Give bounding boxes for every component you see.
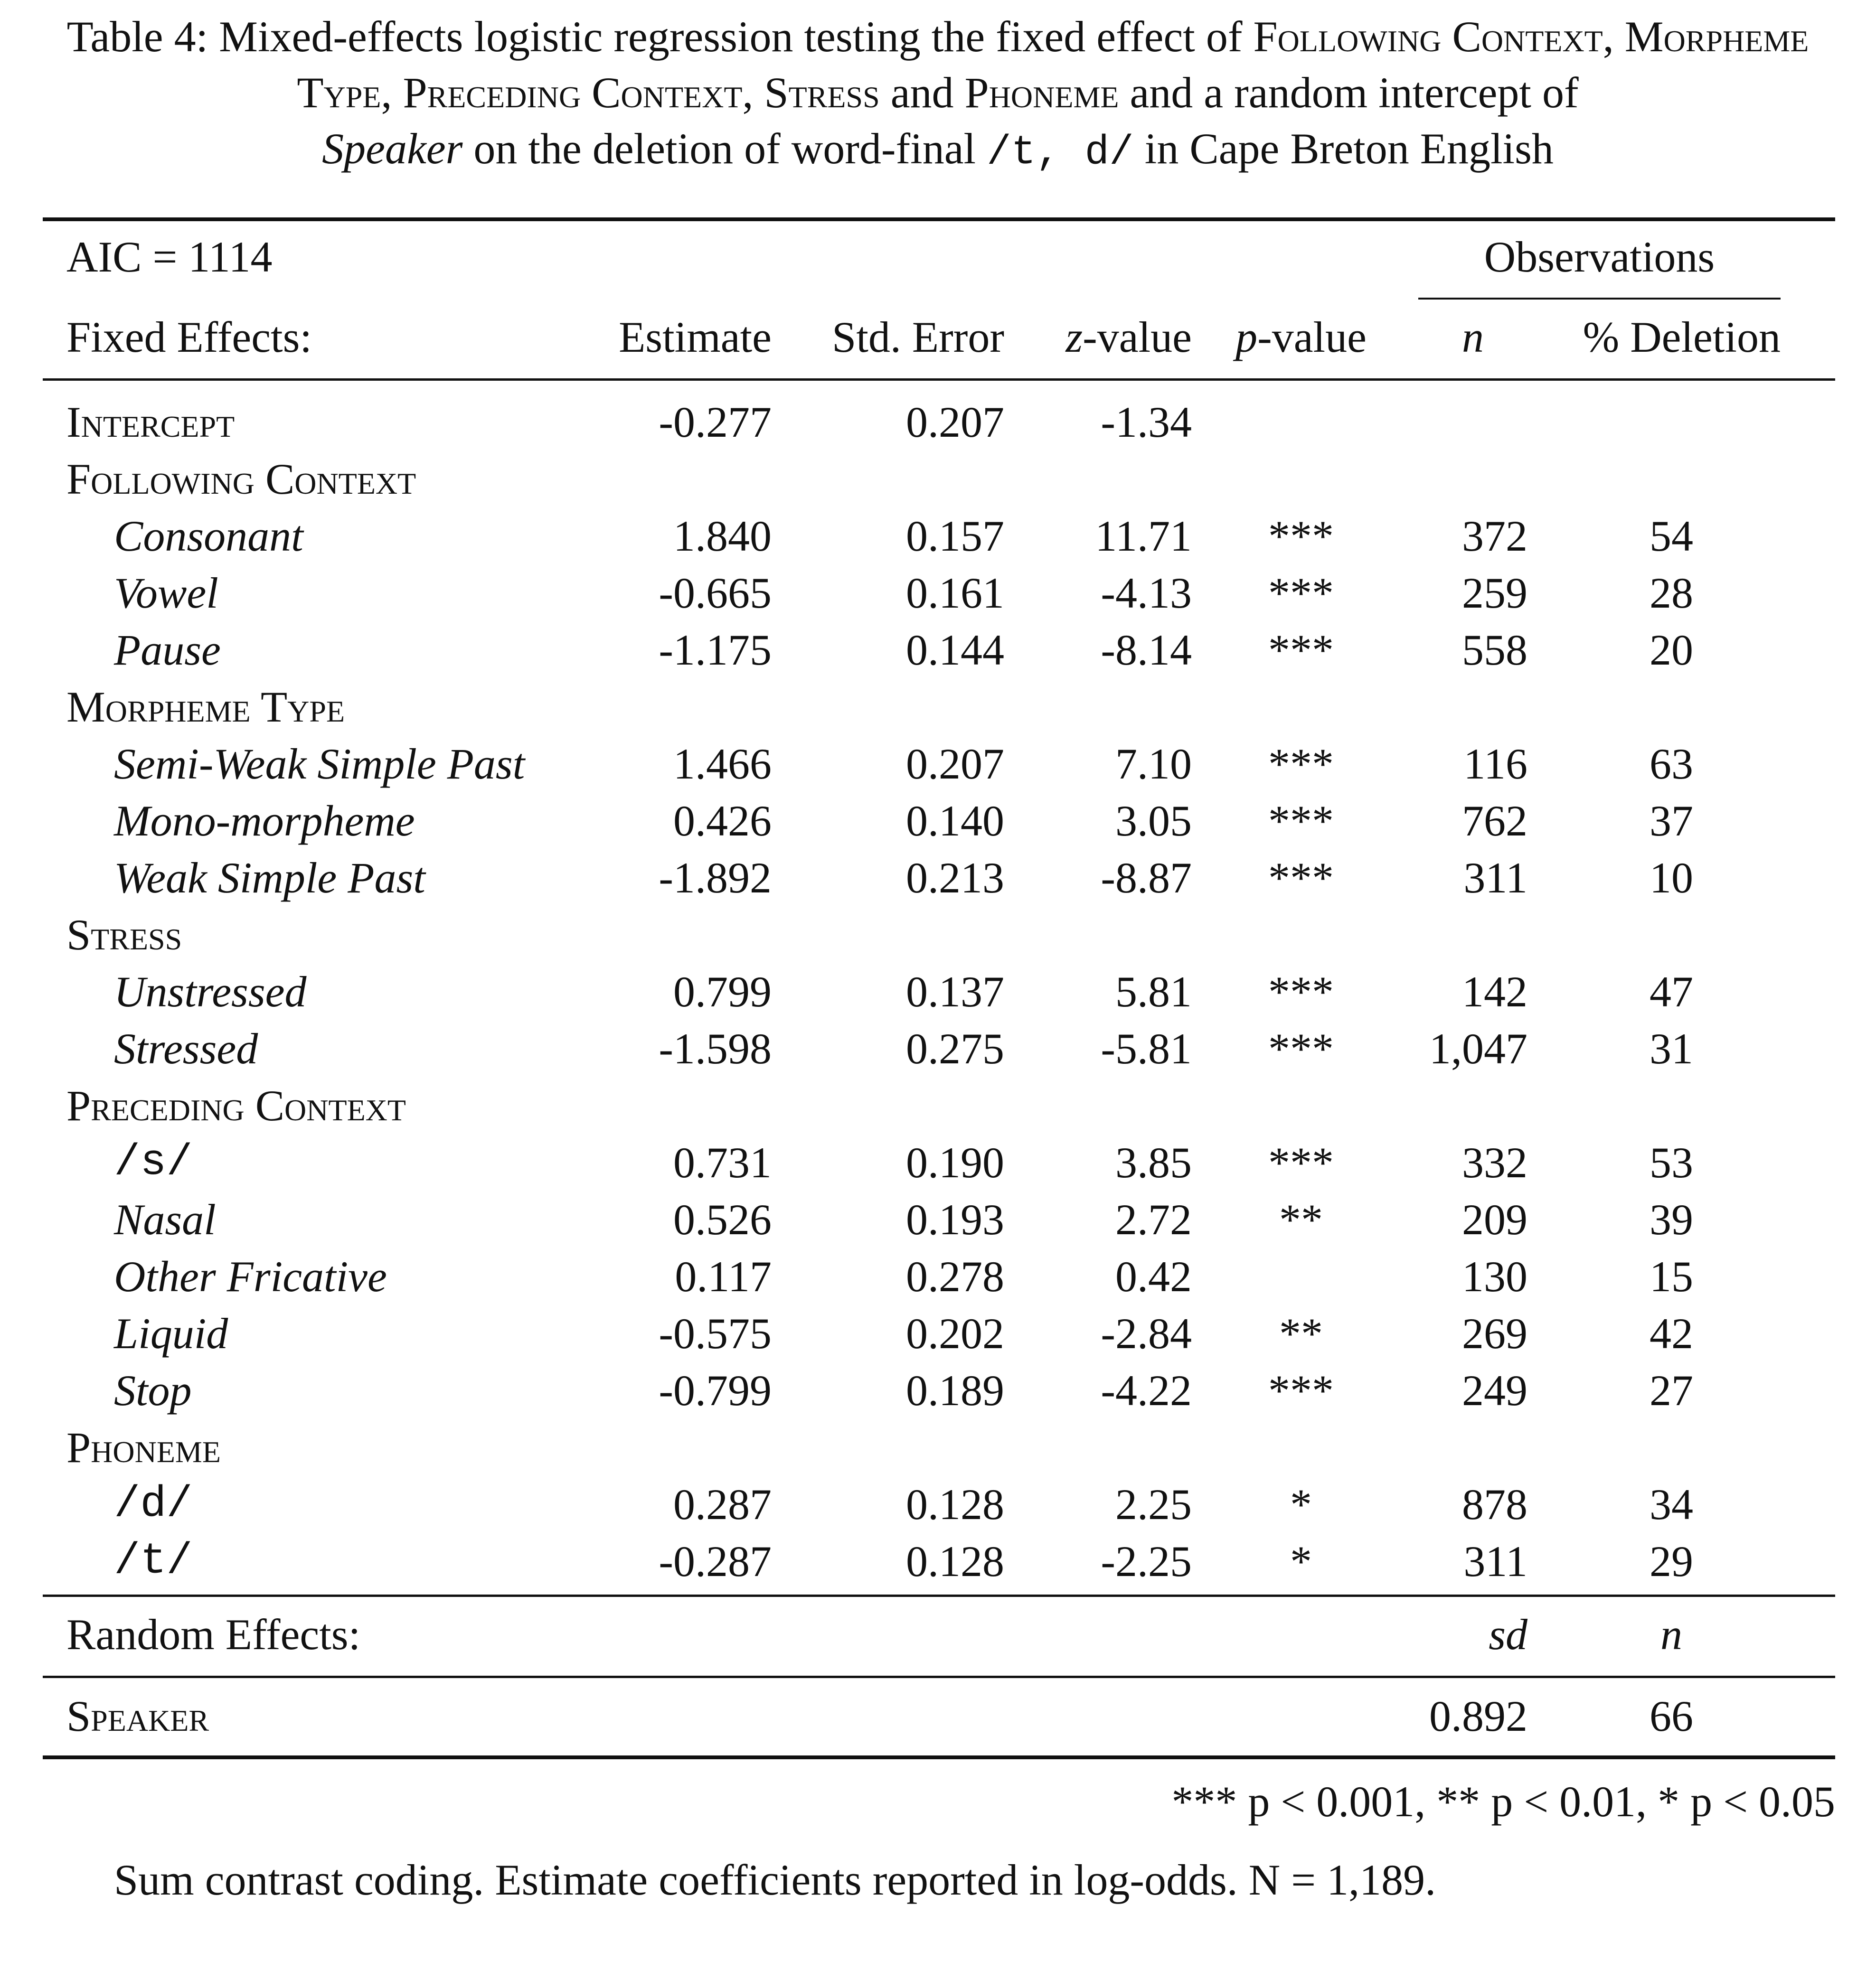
cell-pct: 15 <box>1650 1252 1693 1301</box>
cell-z: 5.81 <box>1115 967 1192 1016</box>
cell-z: -4.22 <box>1101 1366 1192 1415</box>
cell-se: 0.202 <box>906 1309 1004 1358</box>
caption-sep: , <box>1603 12 1614 61</box>
cell-pct: 54 <box>1650 512 1693 560</box>
cell-p: ** <box>1279 1309 1323 1358</box>
caption-factor-following: Following Context <box>1253 12 1603 61</box>
caption-sep: , <box>742 68 754 117</box>
cell-n: 116 <box>1463 740 1527 788</box>
cell-est: 1.466 <box>673 740 772 788</box>
cell-z: 7.10 <box>1115 740 1192 788</box>
estimate-header: Estimate <box>619 313 772 361</box>
cell-p: *** <box>1268 1366 1334 1415</box>
level-label: Liquid <box>114 1309 228 1358</box>
cell-z: -8.87 <box>1101 854 1192 902</box>
factor-label: Intercept <box>66 398 235 446</box>
factor-label: Preceding Context <box>66 1081 406 1130</box>
cell-est: -0.575 <box>659 1309 772 1358</box>
level-label: /s/ <box>114 1137 193 1187</box>
cell-n: 332 <box>1462 1138 1527 1187</box>
cell-pct: 29 <box>1650 1537 1693 1586</box>
speaker-n: 66 <box>1650 1692 1693 1740</box>
level-label: /d/ <box>114 1479 193 1529</box>
cell-z: -5.81 <box>1101 1024 1192 1073</box>
cell-n: 311 <box>1463 854 1527 902</box>
cell-z: -2.84 <box>1101 1309 1192 1358</box>
cell-est: 1.840 <box>673 512 772 560</box>
cell-pct: 63 <box>1650 740 1693 788</box>
random-n-header: n <box>1660 1610 1682 1659</box>
level-label: Pause <box>114 626 221 674</box>
header-rule <box>43 378 1835 381</box>
cell-n: 878 <box>1462 1480 1527 1529</box>
cell-pct: 42 <box>1650 1309 1693 1358</box>
fixed-effects-header: Fixed Effects: <box>66 313 312 361</box>
cell-z: -4.13 <box>1101 569 1192 617</box>
cell-se: 0.161 <box>906 569 1004 617</box>
cell-n: 142 <box>1462 967 1527 1016</box>
cell-se: 0.193 <box>906 1195 1004 1244</box>
cell-pct: 27 <box>1650 1366 1693 1415</box>
cell-est: -0.277 <box>659 398 772 446</box>
cell-z: -2.25 <box>1101 1537 1192 1586</box>
level-label: Other Fricative <box>114 1252 387 1301</box>
cell-est: 0.526 <box>673 1195 772 1244</box>
cell-se: 0.278 <box>906 1252 1004 1301</box>
observations-rule <box>1418 298 1781 300</box>
cell-pct: 31 <box>1650 1024 1693 1073</box>
cell-p: *** <box>1268 740 1334 788</box>
level-label: Stop <box>114 1366 192 1415</box>
significance-footnote: *** p < 0.001, ** p < 0.01, * p < 0.05 <box>1171 1777 1835 1826</box>
z-letter: z <box>1065 313 1083 361</box>
cell-se: 0.137 <box>906 967 1004 1016</box>
cell-z: 11.71 <box>1095 512 1192 560</box>
caption-and: and <box>890 68 954 117</box>
cell-z: 2.72 <box>1115 1195 1192 1244</box>
cell-pct: 47 <box>1650 967 1693 1016</box>
cell-p: * <box>1290 1537 1312 1586</box>
cell-p: *** <box>1268 854 1334 902</box>
cell-n: 311 <box>1463 1537 1527 1586</box>
p-value-header: p-value <box>1235 313 1367 361</box>
level-label: Vowel <box>114 569 218 617</box>
cell-p: *** <box>1268 967 1334 1016</box>
cell-p: *** <box>1268 1024 1334 1073</box>
cell-est: -1.892 <box>659 854 772 902</box>
level-label: Semi-Weak Simple Past <box>114 740 525 788</box>
cell-z: 3.85 <box>1115 1138 1192 1187</box>
cell-n: 558 <box>1462 626 1527 674</box>
level-label: Unstressed <box>114 967 307 1016</box>
caption-factor-morpheme: Morpheme Type <box>297 12 1809 117</box>
fixed-effects-end-rule <box>43 1595 1835 1597</box>
table-caption <box>38 9 1838 180</box>
aic-label: AIC = 1114 <box>66 233 273 281</box>
cell-est: -0.287 <box>659 1537 772 1586</box>
cell-p: *** <box>1268 626 1334 674</box>
cell-pct: 10 <box>1650 854 1693 902</box>
caption-speaker: Speaker <box>322 124 463 173</box>
cell-pct: 34 <box>1650 1480 1693 1529</box>
cell-z: -8.14 <box>1101 626 1192 674</box>
cell-est: -0.665 <box>659 569 772 617</box>
factor-label: Stress <box>66 910 182 959</box>
coding-note: Sum contrast coding. Estimate coefficients reported in log-odds. N = 1,189. <box>114 1856 1436 1904</box>
cell-n: 1,047 <box>1429 1024 1527 1073</box>
level-label: /t/ <box>114 1536 193 1586</box>
caption-prefix: Table 4: Mixed-effects logistic regression testing the fixed effect of <box>66 12 1243 61</box>
random-effects-rule <box>43 1676 1835 1678</box>
cell-p: * <box>1290 1480 1312 1529</box>
cell-est: 0.731 <box>673 1138 772 1187</box>
cell-est: -0.799 <box>659 1366 772 1415</box>
caption-factor-preceding: Preceding Context <box>403 68 743 117</box>
cell-se: 0.144 <box>906 626 1004 674</box>
cell-n: 762 <box>1462 797 1527 845</box>
z-value-header: z-value <box>1065 313 1192 361</box>
random-effects-header: Random Effects: <box>66 1610 361 1659</box>
cell-p: *** <box>1268 797 1334 845</box>
cell-z: -1.34 <box>1101 398 1192 446</box>
cell-n: 372 <box>1462 512 1527 560</box>
p-letter: p <box>1235 313 1258 361</box>
level-label: Nasal <box>114 1195 216 1244</box>
cell-se: 0.189 <box>906 1366 1004 1415</box>
cell-p: *** <box>1268 1138 1334 1187</box>
cell-est: 0.426 <box>673 797 772 845</box>
cell-z: 2.25 <box>1115 1480 1192 1529</box>
level-label: Stressed <box>114 1024 258 1073</box>
cell-se: 0.128 <box>906 1537 1004 1586</box>
deletion-header: % Deletion <box>1583 313 1781 361</box>
n-header: n <box>1462 313 1484 361</box>
caption-suffix3: in Cape Breton English <box>1144 124 1554 173</box>
caption-factor-stress: Stress <box>764 68 880 117</box>
cell-est: -1.598 <box>659 1024 772 1073</box>
cell-pct: 53 <box>1650 1138 1693 1187</box>
cell-pct: 28 <box>1650 569 1693 617</box>
level-label: Weak Simple Past <box>114 854 425 902</box>
top-rule <box>43 217 1835 221</box>
cell-z: 3.05 <box>1115 797 1192 845</box>
speaker-label: Speaker <box>66 1692 209 1740</box>
cell-est: 0.117 <box>675 1252 772 1301</box>
level-label: Mono-morpheme <box>114 797 415 845</box>
cell-se: 0.190 <box>906 1138 1004 1187</box>
cell-se: 0.157 <box>906 512 1004 560</box>
cell-p: *** <box>1268 512 1334 560</box>
cell-se: 0.128 <box>906 1480 1004 1529</box>
cell-est: -1.175 <box>659 626 772 674</box>
caption-suffix2: on the deletion of word-final <box>473 124 976 173</box>
cell-se: 0.275 <box>906 1024 1004 1073</box>
cell-pct: 37 <box>1650 797 1693 845</box>
factor-label: Following Context <box>66 455 416 503</box>
caption-factor-phoneme: Phoneme <box>964 68 1119 117</box>
cell-n: 249 <box>1462 1366 1527 1415</box>
cell-se: 0.213 <box>906 854 1004 902</box>
caption-sep: , <box>381 68 392 117</box>
level-label: Consonant <box>114 512 303 560</box>
cell-p: *** <box>1268 569 1334 617</box>
cell-p: ** <box>1279 1195 1323 1244</box>
cell-est: 0.799 <box>673 967 772 1016</box>
cell-n: 130 <box>1462 1252 1527 1301</box>
cell-z: 0.42 <box>1115 1252 1192 1301</box>
cell-se: 0.207 <box>906 398 1004 446</box>
std-error-header: Std. Error <box>832 313 1004 361</box>
cell-se: 0.207 <box>906 740 1004 788</box>
speaker-sd: 0.892 <box>1429 1692 1527 1740</box>
observations-header: Observations <box>1484 233 1715 281</box>
cell-pct: 39 <box>1650 1195 1693 1244</box>
cell-est: 0.287 <box>673 1480 772 1529</box>
cell-pct: 20 <box>1650 626 1693 674</box>
cell-n: 259 <box>1462 569 1527 617</box>
cell-n: 269 <box>1462 1309 1527 1358</box>
factor-label: Phoneme <box>66 1423 221 1472</box>
bottom-rule <box>43 1755 1835 1759</box>
cell-n: 209 <box>1462 1195 1527 1244</box>
sd-header: sd <box>1489 1610 1527 1659</box>
caption-phonemes: /t, d/ <box>987 129 1134 176</box>
caption-suffix1: and a random intercept of <box>1130 68 1579 117</box>
factor-label: Morpheme Type <box>66 683 345 731</box>
cell-se: 0.140 <box>906 797 1004 845</box>
